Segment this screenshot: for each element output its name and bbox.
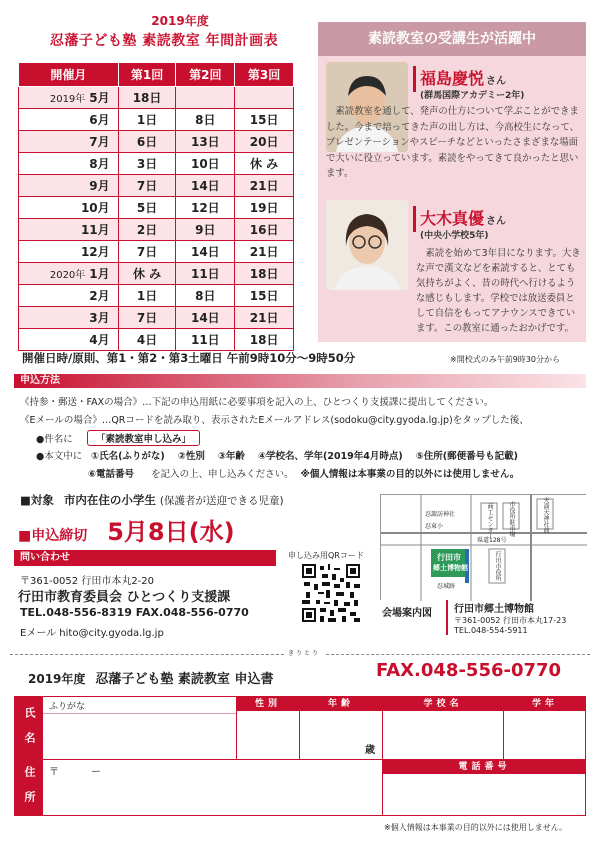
form-year: 2019年度	[28, 672, 86, 686]
form-furigana: ふりがな	[49, 702, 86, 712]
form-privacy-note: ※個人情報は本事業の目的以外には使用しません。	[384, 823, 568, 832]
apply-item-3: ③年齢	[217, 451, 245, 462]
schedule-date-3: 21日	[235, 307, 294, 329]
datetime-line	[22, 350, 355, 366]
schedule-month-label: 2月	[89, 289, 110, 303]
schedule-row	[19, 219, 294, 241]
schedule-title: 忍藩子ども塾 素読教室 年間計画表	[49, 33, 279, 49]
schedule-month-label: 12月	[80, 245, 110, 259]
form-fax: FAX.048-556-0770	[376, 660, 562, 681]
map-graphic	[381, 495, 587, 601]
student2-name-bar	[413, 206, 416, 232]
schedule-date-3: 20日	[235, 131, 294, 153]
apply-item-4: ④学校名、学年(2019年4月時点)	[257, 451, 403, 462]
qr-code-image	[300, 562, 362, 624]
student1-name-bar	[413, 66, 416, 92]
schedule-month-label: 10月	[80, 201, 110, 215]
schedule-month-cell	[19, 175, 119, 197]
contact-tel: TEL.048-556-8319 FAX.048-556-0770	[20, 606, 249, 619]
apply-line-email: 《Eメールの場合》…QRコードを読み取り、表示されたEメールアドレス(sodoku@city.gyoda.lg.jp)をタップした後、	[20, 415, 529, 426]
map-label-east-school: 忍東小	[425, 523, 444, 530]
form-name-field[interactable]	[45, 715, 233, 757]
venue-map	[380, 494, 586, 600]
schedule-date-2: 11日	[176, 329, 235, 351]
student1-school: (群馬国際アカデミー2年)	[420, 91, 525, 101]
datetime-label: 開催日時	[22, 351, 68, 365]
apply-item-5: ⑤住所(郵便番号も記載)	[415, 451, 518, 462]
schedule-date-2: 14日	[176, 175, 235, 197]
datetime-note: ※開校式のみ午前9時30分から	[450, 355, 560, 364]
map-label-parking: 市役所駐車場	[508, 501, 515, 537]
schedule-row	[19, 263, 294, 285]
schedule-date-2: 14日	[176, 241, 235, 263]
form-side-name: 氏名	[15, 697, 43, 759]
target-line	[20, 492, 284, 508]
schedule-row	[19, 131, 294, 153]
student2-comment: 素読を始めて3年目になります。大きな声で漢文などを素読すると、とても気持ちがよく、昔の時代へ行けるような感じもします。学校では放送委員として自信をもってアナウンスできています。この教室に通ったおかげです。	[416, 248, 581, 334]
apply-subject-value: 「素読教室申し込み」	[87, 430, 200, 446]
map-label-museum: 郷土博物館	[433, 564, 468, 572]
cut-label: きりとり	[284, 648, 324, 657]
form-phone-field[interactable]	[385, 776, 584, 814]
schedule-date-1: 3日	[118, 153, 176, 175]
schedule-month-label: 9月	[89, 179, 110, 193]
form-grade-field[interactable]	[506, 713, 584, 757]
apply-body	[36, 448, 518, 462]
student1-name: 福島慶悦 さん	[420, 69, 507, 88]
header-second: 第2回	[176, 63, 235, 87]
schedule-date-1: 7日	[118, 175, 176, 197]
schedule-date-2: 10日	[176, 153, 235, 175]
form-phone-header: 電話番号	[383, 760, 586, 774]
schedule-date-2: 13日	[176, 131, 235, 153]
form-address-field[interactable]	[59, 761, 379, 813]
form-zip-dash: ー	[91, 767, 101, 778]
apply-item-2: ②性別	[177, 451, 205, 462]
schedule-date-3: 19日	[235, 197, 294, 219]
schedule-date-3: 休 み	[235, 153, 294, 175]
contact-org: 行田市教育委員会 ひとつくり支援課	[18, 590, 231, 605]
schedule-date-1: 2日	[118, 219, 176, 241]
schedule-table	[18, 62, 294, 351]
schedule-row	[19, 329, 294, 351]
schedule-date-2	[176, 87, 235, 109]
form-school-field[interactable]	[385, 713, 501, 757]
student-photo-girl	[326, 200, 408, 290]
form-gender-field[interactable]	[239, 713, 297, 757]
schedule-month-label: 6月	[89, 113, 110, 127]
schedule-year: 2019年度	[151, 14, 209, 28]
schedule-year-label: 2020年	[49, 270, 86, 281]
schedule-row	[19, 109, 294, 131]
schedule-date-3	[235, 87, 294, 109]
contact-email: Eメール hito@city.gyoda.lg.jp	[20, 628, 164, 639]
apply-item-6: ⑥電話番号	[88, 469, 135, 480]
schedule-date-2: 8日	[176, 285, 235, 307]
schedule-date-2: 11日	[176, 263, 235, 285]
schedule-month-label: 4月	[89, 333, 110, 347]
apply-body-label: ●本文中に	[36, 451, 83, 462]
apply-subject	[36, 430, 200, 446]
schedule-month-label: 1月	[89, 267, 110, 281]
schedule-date-1: 5日	[118, 197, 176, 219]
schedule-row	[19, 241, 294, 263]
apply-item6-line	[88, 466, 519, 480]
schedule-month-cell	[19, 329, 119, 351]
map-caption: 会場案内図	[382, 608, 432, 619]
schedule-row	[19, 285, 294, 307]
venue-address: 〒361-0052 行田市本丸17-23	[454, 616, 567, 625]
schedule-date-3: 18日	[235, 263, 294, 285]
schedule-date-2: 8日	[176, 109, 235, 131]
form-grade-header: 学年	[504, 697, 586, 711]
form-age-field[interactable]	[302, 713, 362, 757]
schedule-year-label: 2019年	[49, 94, 86, 105]
schedule-month-label: 7月	[89, 135, 110, 149]
schedule-month-label: 8月	[89, 157, 110, 171]
schedule-month-cell	[19, 197, 119, 219]
map-label-center: 商工センター	[486, 503, 493, 539]
apply-item6-after: を記入の上、申し込みください。	[151, 469, 294, 480]
schedule-date-3: 18日	[235, 329, 294, 351]
apply-privacy: ※個人情報は本事業の目的以外には使用しません。	[300, 469, 520, 480]
qr-label: 申し込み用QRコード	[288, 551, 364, 560]
venue-tel: TEL.048-554-5911	[454, 626, 528, 635]
schedule-month-cell	[19, 87, 119, 109]
apply-item-1: ①氏名(ふりがな)	[91, 451, 165, 462]
schedule-date-3: 15日	[235, 285, 294, 307]
form-age-unit: 歳	[365, 745, 375, 756]
map-label-gyoda: 行田市	[437, 553, 461, 562]
header-first: 第1回	[118, 63, 176, 87]
schedule-date-1: 1日	[118, 285, 176, 307]
datetime-text: /原則、第1・第2・第3土曜日 午前9時10分〜9時50分	[68, 351, 356, 365]
contact-heading: 問い合わせ	[14, 550, 276, 566]
schedule-date-1: 7日	[118, 241, 176, 263]
schedule-date-2: 12日	[176, 197, 235, 219]
schedule-date-2: 9日	[176, 219, 235, 241]
schedule-month-cell	[19, 263, 119, 285]
map-label-park: 忍諏訪神社	[425, 511, 456, 518]
schedule-date-3: 15日	[235, 109, 294, 131]
student1-comment: 素読教室を通して、発声の仕方について学ぶことができました。今まで培ってきた声の出し方は、今高校生になって、プレゼンテーションやスピーチなどといったさまざまな場面で大いに役立っています。素読をやってきて良かったと思います。	[326, 106, 579, 179]
form-zip-mark: 〒	[49, 767, 59, 778]
schedule-month-label: 3月	[89, 311, 110, 325]
schedule-date-1: 18日	[118, 87, 176, 109]
schedule-month-label: 5月	[89, 91, 110, 105]
map-label-shrine: 忍城跡	[437, 583, 456, 590]
schedule-row	[19, 175, 294, 197]
form-school-header: 学校名	[383, 697, 503, 711]
schedule-row	[19, 197, 294, 219]
schedule-header-row	[19, 63, 294, 87]
schedule-date-1: 6日	[118, 131, 176, 153]
form-title	[28, 668, 273, 687]
form-gender-header: 性別	[237, 697, 299, 711]
form-age-header: 年齢	[300, 697, 382, 711]
contact-zip: 〒361-0052 行田市本丸2-20	[20, 576, 155, 587]
schedule-row	[19, 87, 294, 109]
schedule-month-cell	[19, 285, 119, 307]
qr-code[interactable]	[300, 562, 362, 624]
deadline-line	[18, 512, 235, 547]
schedule-row	[19, 307, 294, 329]
deadline-date: 5月8日(水)	[107, 518, 235, 546]
schedule-month-cell	[19, 219, 119, 241]
apply-line-fax: 《持参・郵送・FAXの場合》…下記の申込用紙に必要事項を記入の上、ひとつくり支援課に提出してください。	[20, 397, 494, 408]
target-label: ■対象	[20, 493, 54, 507]
map-label-cityhall: 行田市役所	[494, 551, 501, 581]
schedule-date-1: 7日	[118, 307, 176, 329]
students-header: 素読教室の受講生が活躍中	[318, 22, 586, 56]
deadline-label: ■申込締切	[18, 528, 88, 544]
schedule-date-3: 21日	[235, 241, 294, 263]
map-label-tenjin: 天満天神社前	[542, 497, 549, 533]
venue-info	[446, 600, 566, 635]
schedule-month-cell	[19, 131, 119, 153]
schedule-row	[19, 153, 294, 175]
schedule-date-1: 休 み	[118, 263, 176, 285]
schedule-date-3: 21日	[235, 175, 294, 197]
schedule-date-3: 16日	[235, 219, 294, 241]
schedule-month-label: 11月	[80, 223, 110, 237]
header-month: 開催月	[19, 63, 119, 87]
form-title-text: 忍藩子ども塾 素読教室 申込書	[95, 672, 274, 687]
header-third: 第3回	[235, 63, 294, 87]
schedule-month-cell	[19, 241, 119, 263]
schedule-date-1: 1日	[118, 109, 176, 131]
student2-name: 大木真優 さん	[420, 209, 507, 228]
schedule-date-1: 4日	[118, 329, 176, 351]
schedule-month-cell	[19, 109, 119, 131]
schedule-date-2: 14日	[176, 307, 235, 329]
target-note: (保護者が送迎できる児童)	[159, 495, 284, 507]
application-form	[14, 696, 586, 816]
apply-subject-label: ●件名に	[36, 434, 73, 445]
venue-name: 行田市郷土博物館	[454, 604, 534, 615]
map-label-road: 県道128号	[477, 537, 507, 544]
form-side-address: 住所	[15, 759, 43, 816]
schedule-month-cell	[19, 153, 119, 175]
student2-school: (中央小学校5年)	[420, 231, 489, 241]
target-text: 市内在住の小学生	[63, 493, 156, 507]
schedule-month-cell	[19, 307, 119, 329]
apply-heading: 申込方法	[14, 374, 586, 388]
